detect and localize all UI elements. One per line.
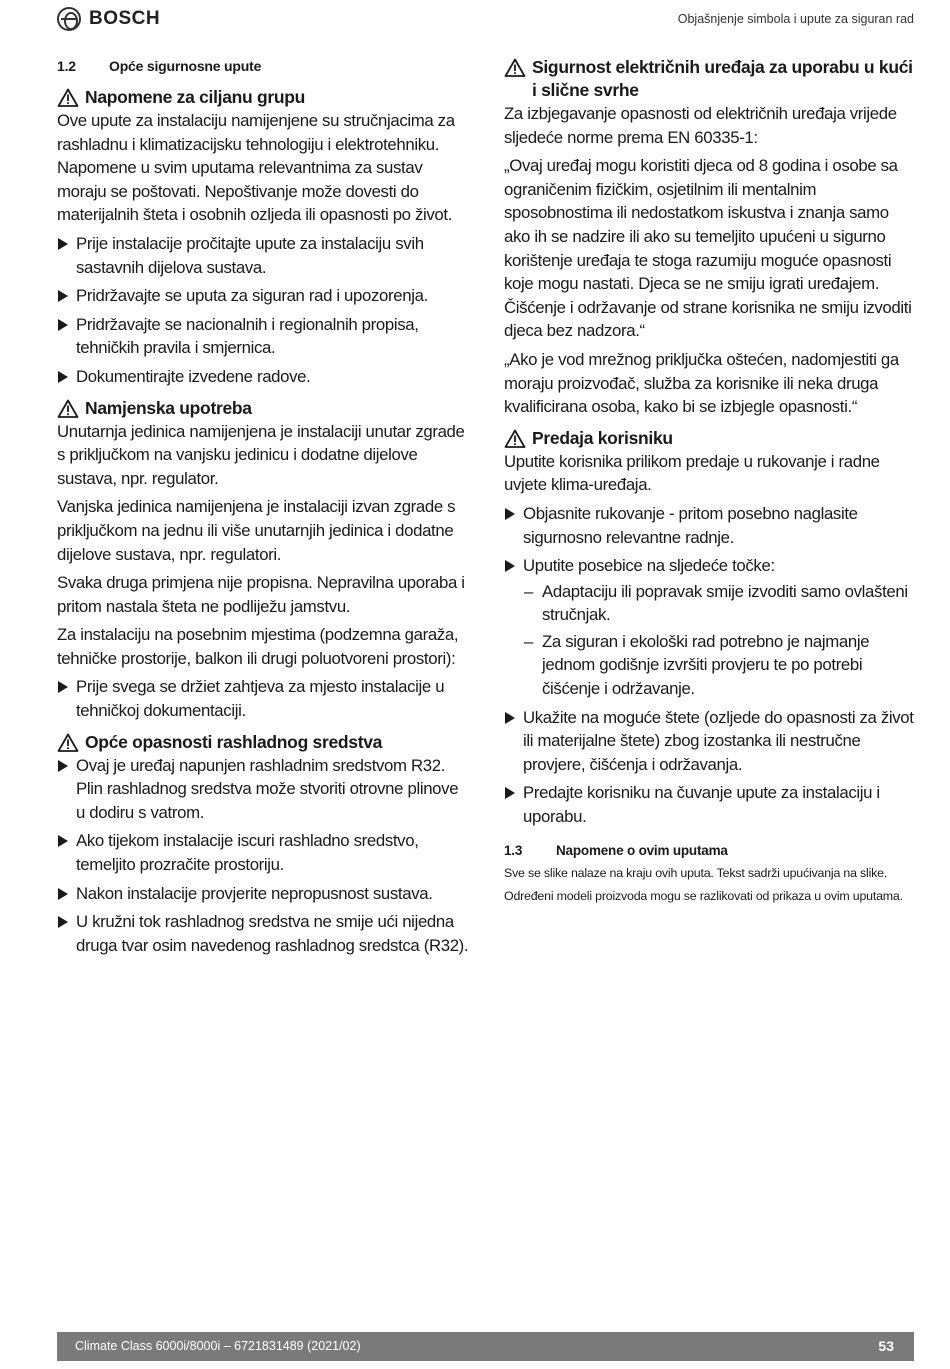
right-column xyxy=(504,56,916,908)
sub-list-item: – Adaptaciju ili popravak smije izvoditi samo ovlašteni stručnjak. xyxy=(523,580,916,627)
electrical-title: Sigurnost električnih uređaja za uporabu u kući i slične svrhe xyxy=(532,57,913,100)
sub-list xyxy=(523,580,916,701)
electrical-p2: „Ovaj uređaj mogu koristiti djeca od 8 godina i osobe sa ograničenim fizičkim, osjetilnim ili mentalnim sposobnostima ili nedostatkom iskustva i znanja samo ako ih se nadzire ili ako su temeljito upućeni u sigurno korištenje uređaja te stoga razumiju moguće opasnosti koje mogu nastati. Djeca se ne smiju igrati uređajem. Čišćenje i održavanje od strane korisnika ne smiju izvoditi djeca bez nadzora.“ xyxy=(504,156,912,341)
list-item: Ukažite na moguće štete (ozljede do opasnosti za život ili materijalne štete) zbog izostanka ili nestručne provjere, čišćenja i održavanja. xyxy=(504,706,916,777)
left-column xyxy=(57,56,469,962)
list-item: Nakon instalacije provjerite nepropusnost sustava. xyxy=(57,882,469,906)
page-header xyxy=(57,6,914,34)
handover-title: Predaja korisniku xyxy=(532,427,673,448)
electrical-heading xyxy=(504,56,916,102)
refrigerant-title: Opće opasnosti rashladnog sredstva xyxy=(85,731,383,752)
warning-triangle-icon xyxy=(504,429,526,448)
intended-use-p1: Unutarnja jedinica namijenjena je instalaciji unutar zgrade s priključkom na vanjsku jedinicu i dodatne dijelove sustava, npr. regulator. xyxy=(57,421,465,488)
list-item: Prije instalacije pročitajte upute za instalaciju svih sastavnih dijelova sustava. xyxy=(57,232,469,279)
intended-use-list xyxy=(57,675,469,722)
list-item-text: Uputite posebice na sljedeće točke: xyxy=(523,556,775,576)
list-item: Pridržavajte se nacionalnih i regionalnih propisa, tehničkih pravila i smjernica. xyxy=(57,313,469,360)
handover-heading xyxy=(504,427,916,450)
handover-list xyxy=(504,502,916,829)
electrical-p3: „Ako je vod mrežnog priključka oštećen, nadomjestiti ga moraju proizvođač, služba za korisnike ili neka druga kvalificirana osoba, kako bi se izbjegle opasnosti.“ xyxy=(504,349,899,417)
notes-p2: Određeni modeli proizvoda mogu se razlikovati od prikaza u ovim uputama. xyxy=(504,888,903,903)
chapter-title: Objašnjenje simbola i upute za siguran rad xyxy=(677,12,914,26)
list-item: Prije svega se držiet zahtjeva za mjesto instalacije u tehničkoj dokumentaciji. xyxy=(57,675,469,722)
section-heading-1-3 xyxy=(504,843,916,858)
list-item: Objasnite rukovanje - pritom posebno naglasite sigurnosno relevantne radnje. xyxy=(504,502,916,549)
warning-triangle-icon xyxy=(57,399,79,418)
refrigerant-heading xyxy=(57,731,469,754)
target-group-text: Ove upute za instalaciju namijenjene su stručnjacima za rashladnu i klimatizacijsku tehnologiju i elektrotehniku. Napomene u svim uputama relevantnima za sustav moraju se poštovati. Nepoštivanje može dovesti do materijalnih šteta i osobnih ozljeda ili opasnosti po život. xyxy=(57,111,455,225)
product-reference: Climate Class 6000i/8000i – 6721831489 (2021/02) xyxy=(75,1339,361,1353)
list-item: U kružni tok rashladnog sredstva ne smije ući nijedna druga tvar osim navedenog rashladnog sredstca (R32). xyxy=(57,910,469,957)
brand-name: BOSCH xyxy=(89,8,161,29)
target-group-title: Napomene za ciljanu grupu xyxy=(85,87,306,107)
bosch-armature-icon xyxy=(57,7,81,31)
target-group-heading xyxy=(57,86,469,109)
list-item: Dokumentirajte izvedene radove. xyxy=(57,365,469,389)
intended-use-heading xyxy=(57,397,469,420)
target-group-list xyxy=(57,232,469,389)
section-heading-1-2 xyxy=(57,58,469,74)
warning-triangle-icon xyxy=(504,58,526,77)
list-item xyxy=(504,554,916,701)
intended-use-p3: Svaka druga primjena nije propisna. Nepravilna uporaba i pritom nastala šteta ne podliježu jamstvu. xyxy=(57,573,465,616)
section-number: 1.3 xyxy=(504,842,523,858)
warning-triangle-icon xyxy=(57,88,79,107)
list-item: Ako tijekom instalacije iscuri rashladno sredstvo, temeljito prozračite prostoriju. xyxy=(57,829,469,876)
intended-use-title: Namjenska upotreba xyxy=(85,397,252,418)
list-item: Pridržavajte se uputa za siguran rad i upozorenja. xyxy=(57,284,469,308)
sub-list-item: – Za siguran i ekološki rad potrebno je najmanje jednom godišnje izvršiti provjeru te po potrebi čišćenje i održavanje. xyxy=(523,630,916,701)
electrical-p1: Za izbjegavanje opasnosti od električnih uređaja vrijede sljedeće norme prema EN 60335-1: xyxy=(504,104,897,147)
intended-use-p2: Vanjska jedinica namijenjena je instalaciji izvan zgrade s priključkom na jednu ili više unutarnjih jedinica i dodatne dijelove sustava, npr. regulatori. xyxy=(57,497,456,564)
section-title: Opće sigurnosne upute xyxy=(109,58,262,74)
intended-use-p4: Za instalaciju na posebnim mjestima (podzemna garaža, tehničke prostorije, balkon ili drugi poluotvoreni prostori): xyxy=(57,625,459,668)
section-number: 1.2 xyxy=(57,58,76,74)
page-footer xyxy=(57,1332,914,1361)
list-item: Predajte korisniku na čuvanje upute za instalaciju i uporabu. xyxy=(504,781,916,828)
page-number: 53 xyxy=(878,1338,894,1354)
list-item: Ovaj je uređaj napunjen rashladnim sredstvom R32. Plin rashladnog sredstva može stvoriti otrovne plinove u dodiru s vatrom. xyxy=(57,754,469,825)
handover-text: Uputite korisnika prilikom predaje u rukovanje i radne uvjete klima-uređaja. xyxy=(504,451,880,495)
warning-triangle-icon xyxy=(57,733,79,752)
notes-p1: Sve se slike nalaze na kraju ovih uputa. Tekst sadrži upućivanja na slike. xyxy=(504,865,888,880)
section-title: Napomene o ovim uputama xyxy=(556,842,728,858)
bosch-logo xyxy=(57,7,160,31)
refrigerant-list xyxy=(57,754,469,958)
